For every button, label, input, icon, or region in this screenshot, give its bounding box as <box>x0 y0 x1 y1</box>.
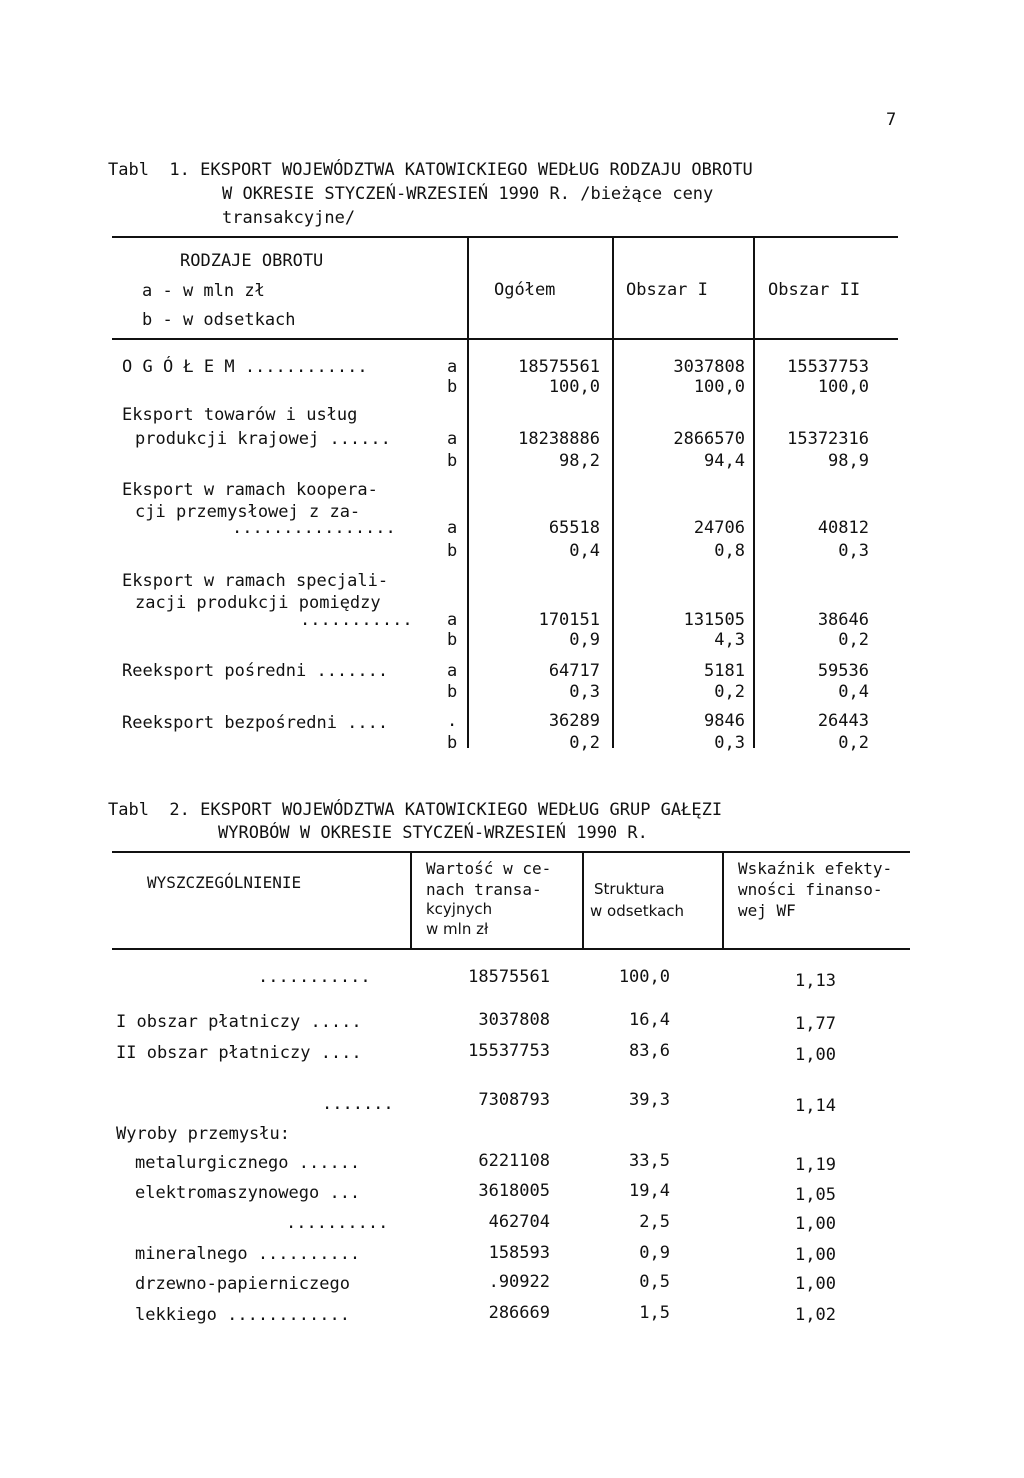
table1-cell: 0,3 <box>569 682 600 702</box>
table2-cell: 1,00 <box>795 1245 836 1265</box>
table1-title-line2: W OKRESIE STYCZEŃ-WRZESIEŃ 1990 R. /bieżące ceny <box>222 184 714 204</box>
table2-col1-line1: Wartość w ce- <box>426 859 552 878</box>
table1-row-label-line2: zacji produkcji pomiędzy <box>135 593 381 613</box>
table1-cell: 0,8 <box>714 541 745 561</box>
table2-row-label: ....... <box>322 1094 394 1114</box>
table2-col1-line2: nach transa- <box>426 880 542 899</box>
row-b-marker: b <box>447 682 458 702</box>
table1-cell: 26443 <box>817 711 869 731</box>
table1-cell: 24706 <box>693 518 745 538</box>
table2-cell: 1,00 <box>795 1274 836 1294</box>
table1-cell: 38646 <box>817 610 869 630</box>
table2-col2-line2: w odsetkach <box>590 902 685 920</box>
table2-cell: 7308793 <box>478 1090 550 1110</box>
table2-cell: 2,5 <box>639 1212 670 1232</box>
table2-row-label: I obszar płatniczy ..... <box>116 1012 362 1032</box>
table1-cell: 18575561 <box>518 357 600 377</box>
row-b-marker: b <box>447 377 458 397</box>
table2-row-label: ........... <box>258 967 371 987</box>
table1-cell: 3037808 <box>673 357 745 377</box>
table2-cell: 3037808 <box>478 1010 550 1030</box>
table2-row-label: elektromaszynowego ... <box>135 1183 361 1203</box>
table1-cell: 59536 <box>817 661 869 681</box>
table1-cell: 5181 <box>704 661 745 681</box>
table1-col-ogolem: Ogółem <box>494 280 556 300</box>
table1-title-line3: transakcyjne/ <box>222 208 356 228</box>
table1-row-label: ................ <box>232 518 396 538</box>
table1-cell: 98,2 <box>559 451 600 471</box>
table1-cell: 98,9 <box>828 451 869 471</box>
table1-cell: 0,3 <box>714 733 745 753</box>
table2-cell: 83,6 <box>629 1041 670 1061</box>
table2-subheading: Wyroby przemysłu: <box>116 1124 290 1144</box>
table1-cell: 2866570 <box>673 429 745 449</box>
table1-header-rule <box>112 338 898 340</box>
row-b-marker: b <box>447 733 458 753</box>
table1-cell: 100,0 <box>693 377 745 397</box>
table2-cell: 39,3 <box>629 1090 670 1110</box>
row-a-marker: a <box>447 518 458 538</box>
table2-cell: 1,13 <box>795 971 836 991</box>
table1-cell: 40812 <box>817 518 869 538</box>
table2-row-label: II obszar płatniczy .... <box>116 1043 362 1063</box>
table2-col3-line2: wności finanso- <box>738 880 883 899</box>
table1-cell: 4,3 <box>714 630 745 650</box>
table2-cell: 286669 <box>488 1303 550 1323</box>
table1-row-label: ........... <box>300 610 413 630</box>
table1-title-line1: Tabl 1. EKSPORT WOJEWÓDZTWA KATOWICKIEGO WEDŁUG RODZAJU OBROTU <box>108 160 753 180</box>
table1-cell: 36289 <box>548 711 600 731</box>
table2-cell: 100,0 <box>618 967 670 987</box>
table1-top-rule <box>112 236 898 238</box>
table1-cell: 0,4 <box>569 541 600 561</box>
table2-cell: 1,5 <box>639 1303 670 1323</box>
page-number: 7 <box>886 110 897 130</box>
table2-cell: 15537753 <box>468 1041 550 1061</box>
table1-col-obszar2: Obszar II <box>768 280 861 300</box>
table2-col3-line1: Wskaźnik efekty- <box>738 859 893 878</box>
table1-cell: 15372316 <box>787 429 869 449</box>
table1-cell: 0,9 <box>569 630 600 650</box>
table1-stub-b: b - w odsetkach <box>142 310 296 330</box>
table2-cell: 158593 <box>488 1243 550 1263</box>
table1-cell: 100,0 <box>548 377 600 397</box>
row-a-marker: a <box>447 661 458 681</box>
table1-col-obszar1: Obszar I <box>626 280 708 300</box>
table1-cell: 0,2 <box>838 630 869 650</box>
table1-row-label-line2: cji przemysłowej z za- <box>135 502 361 522</box>
table2-cell: 19,4 <box>629 1181 670 1201</box>
table2-cell: 1,05 <box>795 1185 836 1205</box>
table2-cell: 1,02 <box>795 1305 836 1325</box>
row-b-marker: b <box>447 541 458 561</box>
table1-cell: 0,2 <box>838 733 869 753</box>
table2-col-divider-1 <box>410 853 412 948</box>
table1-row-label: produkcji krajowej ...... <box>135 429 391 449</box>
row-a-marker: . <box>447 711 458 731</box>
table2-col3-line3: wej WF <box>738 901 796 920</box>
table1-stub-a: a - w mln zł <box>142 281 265 301</box>
row-a-marker: a <box>447 610 458 630</box>
table2-col1-line3: kcyjnych <box>426 900 493 918</box>
table2-cell: 33,5 <box>629 1151 670 1171</box>
row-b-marker: b <box>447 630 458 650</box>
table2-cell: 16,4 <box>629 1010 670 1030</box>
table2-col2-line1: Struktura <box>594 880 665 898</box>
table2-cell: 6221108 <box>478 1151 550 1171</box>
table2-cell: 1,00 <box>795 1045 836 1065</box>
row-a-marker: a <box>447 429 458 449</box>
table1-cell: 94,4 <box>704 451 745 471</box>
table1-cell: 64717 <box>548 661 600 681</box>
table2-title-line1: Tabl 2. EKSPORT WOJEWÓDZTWA KATOWICKIEGO WEDŁUG GRUP GAŁĘZI <box>108 800 723 820</box>
table1-cell: 65518 <box>548 518 600 538</box>
table1-col-divider-1 <box>467 238 469 748</box>
table1-cell: 100,0 <box>817 377 869 397</box>
table1-row-label-line1: Eksport w ramach koopera- <box>122 480 378 500</box>
table2-col1-line4: w mln zł <box>426 920 489 938</box>
row-b-marker: b <box>447 451 458 471</box>
table1-cell: 0,4 <box>838 682 869 702</box>
table2-cell: 1,19 <box>795 1155 836 1175</box>
row-a-marker: a <box>447 357 458 377</box>
table2-top-rule <box>112 851 910 853</box>
table2-cell: 0,9 <box>639 1243 670 1263</box>
table1-stub-header: RODZAJE OBROTU <box>180 251 324 271</box>
table2-cell: 0,5 <box>639 1272 670 1292</box>
table1-cell: 15537753 <box>787 357 869 377</box>
table2-row-label: mineralnego .......... <box>135 1244 361 1264</box>
table2-row-label: lekkiego ............ <box>135 1305 350 1325</box>
table1-cell: 170151 <box>538 610 600 630</box>
table2-cell: 1,77 <box>795 1014 836 1034</box>
table1-row-label-line1: Eksport w ramach specjali- <box>122 571 389 591</box>
table2-header-rule <box>112 948 910 950</box>
table2-cell: .90922 <box>488 1272 550 1292</box>
table2-cell: 3618005 <box>478 1181 550 1201</box>
table2-cell: 462704 <box>488 1212 550 1232</box>
table2-row-label: metalurgicznego ...... <box>135 1153 361 1173</box>
table1-cell: 131505 <box>683 610 745 630</box>
table1-row-label: O G Ó Ł E M ............ <box>122 357 368 377</box>
table1-cell: 0,2 <box>714 682 745 702</box>
table1-row-label: Reeksport bezpośredni .... <box>122 713 389 733</box>
table1-cell: 9846 <box>704 711 745 731</box>
table1-cell: 18238886 <box>518 429 600 449</box>
table2-title-line2: WYROBÓW W OKRESIE STYCZEŃ-WRZESIEŃ 1990 R. <box>218 823 648 843</box>
table1-col-divider-3 <box>753 238 755 748</box>
table1-cell: 0,2 <box>569 733 600 753</box>
table2-row-label: .......... <box>286 1213 389 1233</box>
table2-cell: 1,00 <box>795 1214 836 1234</box>
table2-cell: 18575561 <box>468 967 550 987</box>
table2-stub-header: WYSZCZEGÓLNIENIE <box>147 873 302 892</box>
table1-row-label: Reeksport pośredni ....... <box>122 661 389 681</box>
table2-row-label: drzewno-papierniczego <box>135 1274 350 1294</box>
table2-col-divider-3 <box>722 853 724 948</box>
table1-cell: 0,3 <box>838 541 869 561</box>
table1-row-label-line1: Eksport towarów i usług <box>122 405 358 425</box>
table2-col-divider-2 <box>582 853 584 948</box>
table2-cell: 1,14 <box>795 1096 836 1116</box>
